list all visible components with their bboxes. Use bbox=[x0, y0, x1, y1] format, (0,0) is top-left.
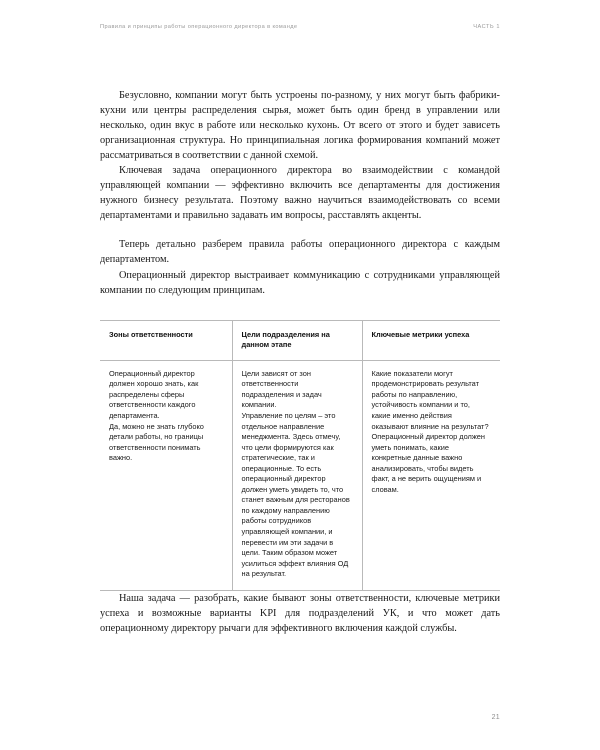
running-head bbox=[100, 24, 500, 30]
page-number: 21 bbox=[491, 714, 500, 721]
responsibilities-table-wrapper bbox=[100, 320, 500, 591]
table-header-zones: Зоны ответственности bbox=[100, 320, 232, 360]
responsibilities-table bbox=[100, 320, 500, 591]
folio bbox=[100, 714, 500, 721]
table-header-row bbox=[100, 320, 500, 360]
running-head-part: ЧАСТЬ 1 bbox=[473, 24, 500, 30]
paragraph-3: Теперь детально разберем правила работы операционного директора с каждым департаментом. bbox=[100, 239, 500, 266]
paragraph-spacer bbox=[100, 223, 500, 237]
table-body bbox=[100, 360, 500, 590]
body-column bbox=[100, 88, 500, 636]
table-cell-zones: Операционный директор должен хорошо знать, как распределены сферы ответственности каждого департамента. Да, можно не знать глубоко детали работы, но границы ответственности понимать важно. bbox=[100, 360, 232, 590]
paragraph-2: Ключевая задача операционного директора во взаимодействии с командой управляющей компании — эффективно включить все департаменты для достижения нужного бизнесу результата. Поэтому важно научиться взаимодействовать со всеми департаментами и правильно задавать им вопросы, расставлять акценты. bbox=[100, 165, 500, 222]
table-header-metrics: Ключевые метрики успеха bbox=[362, 320, 500, 360]
table-cell-metrics: Какие показатели могут продемонстрировать результат работы по направлению, устойчивость компании и то, какие именно действия оказывают влияние на результат? Операционный директор должен уметь понимать, какие конкретные данные важно анализировать, чтобы видеть факт, а не верить ощущениям и словам. bbox=[362, 360, 500, 590]
paragraph-1: Безусловно, компании могут быть устроены по-разному, у них могут быть фабрики-кухни или центры распределения сырья, может быть один бренд в управлении или несколько, один вкус в работе или несколько кухонь. От всего от этого и будет зависеть организационная структура. Но принципиальная логика формирования компаний может рассматриваться в соответствии с данной схемой. bbox=[100, 90, 500, 162]
table-header-goals: Цели подразделения на данном этапе bbox=[232, 320, 362, 360]
running-head-title: Правила и принципы работы операционного директора в команде bbox=[100, 24, 298, 30]
table-row bbox=[100, 360, 500, 590]
paragraph-closing: Наша задача — разобрать, какие бывают зоны ответственности, ключевые метрики успеха и возможные варианты KPI для подразделений УК, и что может дать операционному директору рычаги для эффективного включения каждой службы. bbox=[100, 592, 500, 634]
table-cell-goals: Цели зависят от зон ответственности подразделения и задач компании. Управление по целям – это отдельное направление менеджмента. Здесь отмечу, что цели формируются как стратегические, так и операционные. То есть операционный директор должен уметь увидеть то, что станет важным для ресторанов по каждому направлению работы сотрудников управляющей компании, и перевести им эти задачи в цели. Таким образом может усилиться эффект влияния ОД на результат. bbox=[232, 360, 362, 590]
table-header bbox=[100, 320, 500, 360]
paragraph-4: Операционный директор выстраивает коммуникацию с сотрудниками управляющей компании по следующим принципам. bbox=[100, 269, 500, 296]
